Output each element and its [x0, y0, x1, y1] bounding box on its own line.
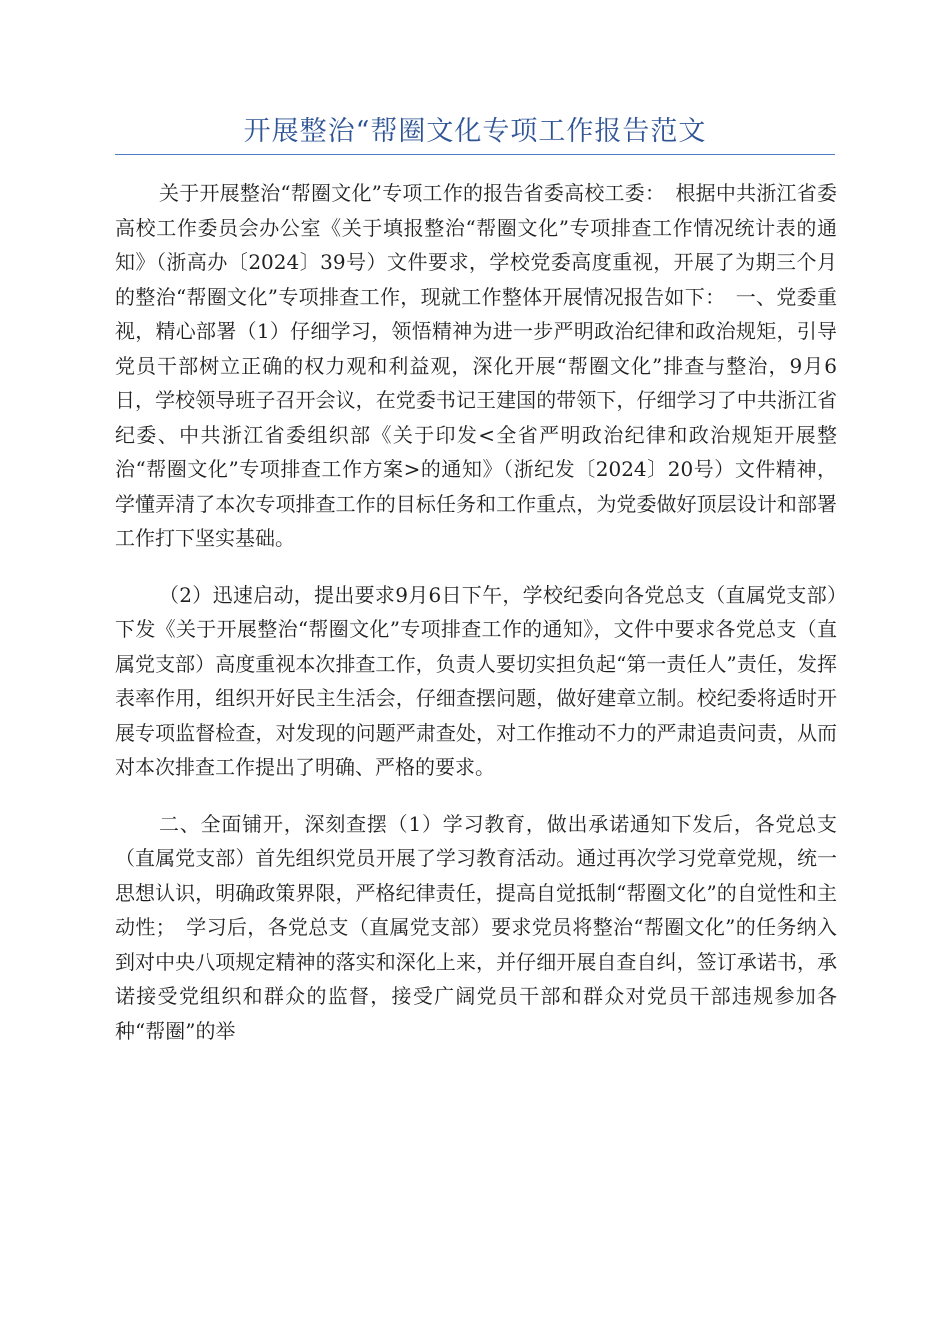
- paragraph: （2）迅速启动，提出要求9月6日下午，学校纪委向各党总支（直属党支部）下发《关于开展整治“帮圈文化”专项排查工作的通知》，文件中要求各党总支（直属党支部）高度重视本次排查工作，负责人要切实担负起“第一责任人”责任，发挥表率作用，组织开好民主生活会，仔细查摆问题，做好建章立制。校纪委将适时开展专项监督检查，对发现的问题严肃查处，对工作推动不力的严肃追责问责，从而对本次排查工作提出了明确、严格的要求。: [115, 582, 837, 779]
- paragraph: 关于开展整治“帮圈文化”专项工作的报告省委高校工委： 根据中共浙江省委高校工作委员会办公室《关于填报整治“帮圈文化”专项排查工作情况统计表的通知》（浙高办〔2024〕39号）文件要求，学校党委高度重视，开展了为期三个月的整治“帮圈文化”专项排查工作，现就工作整体开展情况报告如下： 一、党委重视，精心部署（1）仔细学习，领悟精神为进一步严明政治纪律和政治规矩，引导党员干部树立正确的权力观和利益观，深化开展“帮圈文化”排查与整治，9月6日，学校领导班子召开会议，在党委书记王建国的带领下，仔细学习了中共浙江省纪委、中共浙江省委组织部《关于印发<全省严明政治纪律和政治规矩开展整治“帮圈文化”专项排查工作方案>的通知》（浙纪发〔2024〕20号）文件精神，学懂弄清了本次专项排查工作的目标任务和工作重点，为党委做好顶层设计和部署工作打下坚实基础。: [115, 181, 837, 550]
- paragraph: 二、全面铺开，深刻查摆（1）学习教育，做出承诺通知下发后，各党总支（直属党支部）首先组织党员开展了学习教育活动。通过再次学习党章党规，统一思想认识，明确政策界限，严格纪律责任，提高自觉抵制“帮圈文化”的自觉性和主动性； 学习后，各党总支（直属党支部）要求党员将整治“帮圈文化”的任务纳入到对中央八项规定精神的落实和深化上来，并仔细开展自查自纠，签订承诺书，承诺接受党组织和群众的监督，接受广阔党员干部和群众对党员干部违规参加各种“帮圈”的举: [115, 811, 837, 1043]
- document-body: [115, 176, 837, 1070]
- document-title: 开展整治“帮圈文化专项工作报告范文: [243, 116, 707, 147]
- title-underline: [115, 154, 835, 155]
